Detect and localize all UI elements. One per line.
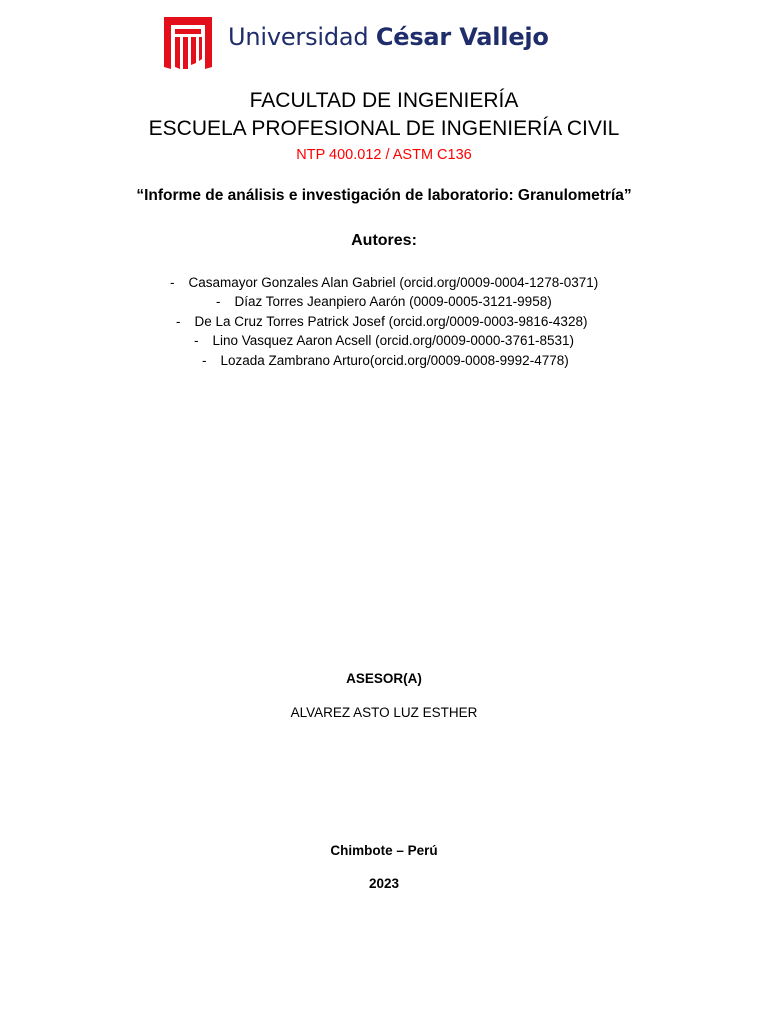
standard-reference: NTP 400.012 / ASTM C136 [296, 147, 472, 163]
author-name: Lozada Zambrano Arturo(orcid.org/0009-0008-9992-4778) [220, 353, 569, 368]
advisor-heading: ASESOR(A) [346, 671, 422, 686]
authors-heading: Autores: [351, 232, 417, 249]
list-dash: - [194, 333, 199, 348]
university-name-regular: Universidad [228, 23, 376, 51]
author-name: De La Cruz Torres Patrick Josef (orcid.org/0009-0003-9816-4328) [194, 314, 588, 329]
ucv-shield-icon [164, 17, 212, 69]
author-name: Díaz Torres Jeanpiero Aarón (0009-0005-3121-9958) [234, 294, 552, 309]
author-name: Casamayor Gonzales Alan Gabriel (orcid.org/0009-0004-1278-0371) [188, 275, 599, 290]
author-item [216, 293, 552, 311]
author-item [176, 313, 587, 331]
list-dash: - [216, 294, 221, 309]
university-name [228, 21, 549, 53]
report-title: “Informe de análisis e investigación de laboratorio: Granulometría” [136, 187, 632, 204]
year-line: 2023 [368, 876, 400, 891]
author-item [170, 274, 598, 292]
list-dash: - [176, 314, 181, 329]
university-name-bold: César Vallejo [375, 23, 549, 51]
author-name: Lino Vasquez Aaron Acsell (orcid.org/0009-0000-3761-8531) [212, 333, 574, 348]
school-title: ESCUELA PROFESIONAL DE INGENIERÍA CIVIL [148, 117, 620, 140]
author-item [202, 352, 569, 370]
advisor-name: ALVAREZ ASTO LUZ ESTHER [290, 705, 478, 720]
list-dash: - [202, 353, 207, 368]
list-dash: - [170, 275, 175, 290]
faculty-title: FACULTAD DE INGENIERÍA [249, 89, 519, 112]
place-line: Chimbote – Perú [330, 843, 438, 858]
university-logo [164, 17, 564, 69]
author-item [194, 332, 574, 350]
